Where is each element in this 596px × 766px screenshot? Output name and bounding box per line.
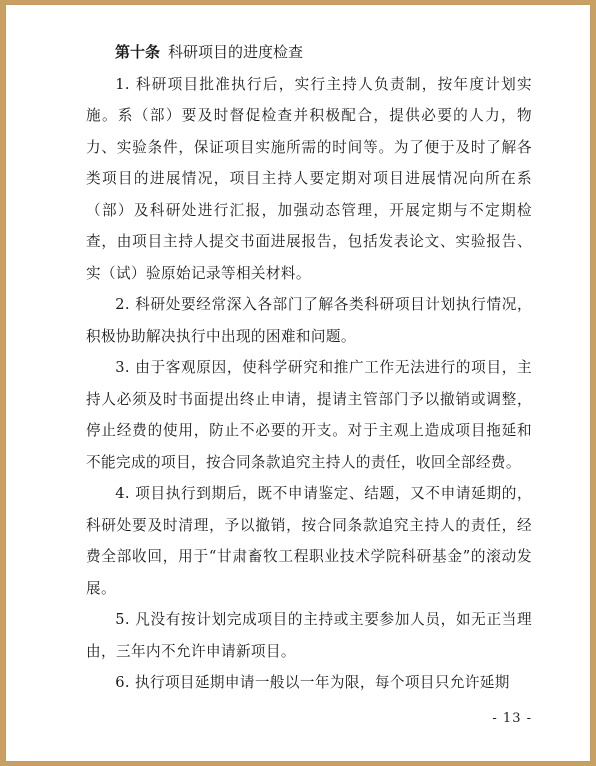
document-page [6, 5, 590, 761]
paragraph-1: 1. 科研项目批准执行后，实行主持人负责制，按年度计划实施。系（部）要及时督促检查并积极配合，提供必要的人力，物力、实验条件，保证项目实施所需的时间等。为了便于及时了解各类项目的进展情况，项目主持人要定期对项目进展情况向所在系（部）及科研处进行汇报，加强动态管理，开展定期与不定期检查，由项目主持人提交书面进展报告，包括发表论文、实验报告、实（试）验原始记录等相关材料。 [86, 75, 532, 282]
document-body [86, 37, 532, 699]
paragraph-2: 2. 科研处要经常深入各部门了解各类科研项目计划执行情况，积极协助解决执行中出现的困难和问题。 [86, 296, 532, 345]
page-number: - 13 - [492, 711, 532, 726]
paragraph-4: 4. 项目执行到期后，既不申请鉴定、结题，又不申请延期的，科研处要及时清理，予以撤销，按合同条款追究主持人的责任，经费全部收回，用于“甘肃畜牧工程职业技术学院科研基金”的滚动发展。 [86, 485, 532, 597]
paragraph-6: 6. 执行项目延期申请一般以一年为限，每个项目只允许延期 [115, 674, 510, 691]
paragraph-5: 5. 凡没有按计划完成项目的主持或主要参加人员，如无正当理由，三年内不允许申请新项目。 [86, 611, 532, 660]
paragraph-3: 3. 由于客观原因，使科学研究和推广工作无法进行的项目，主持人必须及时书面提出终止申请，提请主管部门予以撤销或调整，停止经费的使用，防止不必要的开支。对于主观上造成项目拖延和不能完成的项目，按合同条款追究主持人的责任，收回全部经费。 [86, 359, 532, 471]
article-number: 第十条 [115, 43, 161, 61]
article-heading [86, 37, 532, 69]
article-title: 科研项目的进度检查 [168, 43, 304, 61]
